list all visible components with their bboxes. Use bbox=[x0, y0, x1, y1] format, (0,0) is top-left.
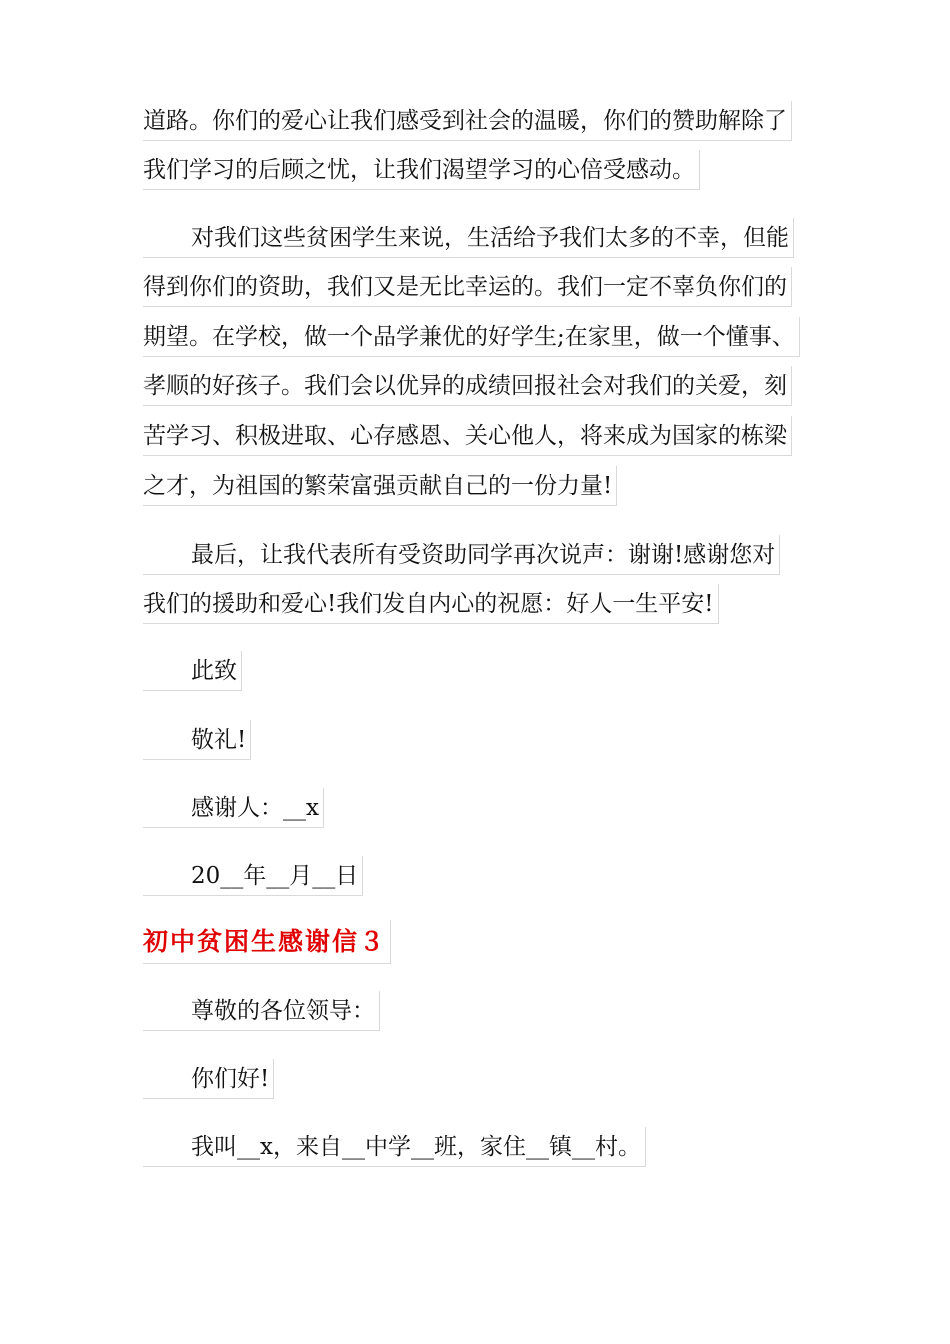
paragraph-2-line-6: 之才，为祖国的繁荣富强贡献自己的一份力量! bbox=[143, 466, 617, 506]
paragraph-2-line-5: 苦学习、积极进取、心存感恩、关心他人，将来成为国家的栋梁 bbox=[143, 416, 792, 456]
paragraph-2-line-2: 得到你们的资助，我们又是无比幸运的。我们一定不辜负你们的 bbox=[143, 267, 792, 307]
paragraph-1-line-1: 道路。你们的爱心让我们感受到社会的温暖，你们的赞助解除了 bbox=[143, 101, 792, 141]
letter-3-hello: 你们好! bbox=[143, 1059, 274, 1099]
paragraph-2-line-3: 期望。在学校，做一个品学兼优的好学生;在家里，做一个懂事、 bbox=[143, 317, 800, 357]
paragraph-3-line-1: 最后，让我代表所有受资助同学再次说声：谢谢!感谢您对 bbox=[143, 535, 780, 575]
paragraph-3-line-2: 我们的援助和爱心!我们发自内心的祝愿：好人一生平安! bbox=[143, 584, 719, 624]
section-heading: 初中贫困生感谢信３ bbox=[143, 920, 391, 964]
closing-signer: 感谢人：__x bbox=[143, 788, 324, 828]
closing-respect: 敬礼! bbox=[143, 720, 251, 760]
letter-3-intro: 我叫__x，来自__中学__班，家住__镇__村。 bbox=[143, 1127, 646, 1167]
paragraph-1-line-2: 我们学习的后顾之忧，让我们渴望学习的心倍受感动。 bbox=[143, 150, 700, 190]
letter-3-greeting: 尊敬的各位领导： bbox=[143, 991, 380, 1031]
closing-salutation: 此致 bbox=[143, 651, 242, 691]
closing-date: 20__年__月__日 bbox=[143, 856, 363, 896]
paragraph-2-line-1: 对我们这些贫困学生来说，生活给予我们太多的不幸，但能 bbox=[143, 218, 794, 258]
paragraph-2-line-4: 孝顺的好孩子。我们会以优异的成绩回报社会对我们的关爱，刻 bbox=[143, 366, 792, 406]
